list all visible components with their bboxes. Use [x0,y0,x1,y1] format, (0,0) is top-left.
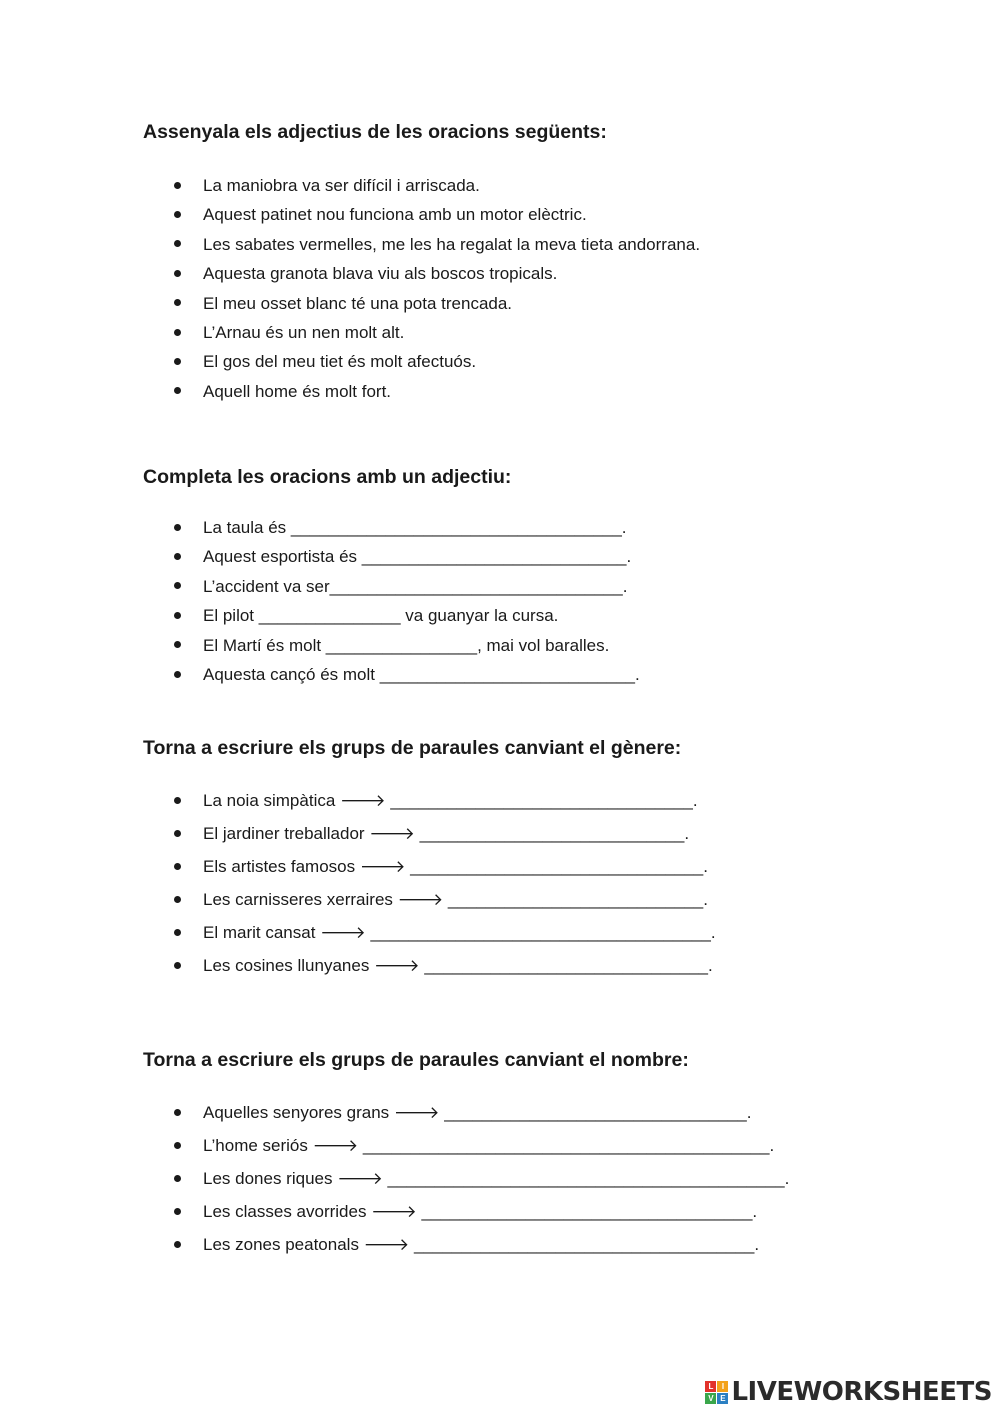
bullet-icon [174,240,181,247]
list-item [143,513,903,542]
list-item [143,883,903,916]
bullet-icon [174,797,181,804]
liveworksheets-logo [705,1377,992,1407]
item-text: L’home seriós 🡒 ___________________________________________. [203,1136,775,1155]
list-item [143,1129,903,1162]
bullet-icon [174,329,181,336]
item-text: Les cosines llunyanes 🡒 ______________________________. [203,956,713,975]
list-item [143,1228,903,1261]
item-text: El marit cansat 🡒 ____________________________________. [203,923,716,942]
bullet-icon [174,1175,181,1182]
logo-mark-icon [705,1381,728,1404]
bullet-icon [174,582,181,589]
item-text: L’Arnau és un nen molt alt. [203,322,405,342]
item-text: El gos del meu tiet és molt afectuós. [203,352,477,372]
section-title: Assenyala els adjectius de les oracions següents: [143,121,607,143]
logo-mark-letter: L [705,1381,716,1392]
item-text: Aquesta cançó és molt ___________________________. [203,664,640,684]
list-item [143,377,903,406]
section-title: Completa les oracions amb un adjectiu: [143,466,512,488]
item-text: El Martí és molt ________________, mai vol baralles. [203,635,610,655]
list-item [143,1162,903,1195]
bullet-icon [174,387,181,394]
bullet-icon [174,358,181,365]
logo-mark-letter: I [717,1381,728,1392]
bullet-icon [174,641,181,648]
logo-text: LIVEWORKSHEETS [731,1377,992,1407]
bullet-icon [174,299,181,306]
list-item [143,347,903,376]
bullet-icon [174,962,181,969]
bullet-icon [174,1241,181,1248]
section-title: Torna a escriure els grups de paraules canviant el gènere: [143,737,682,759]
item-text: Aquest patinet nou funciona amb un motor elèctric. [203,205,587,225]
list-item [143,259,903,288]
bullet-icon [174,1109,181,1116]
bullet-icon [174,896,181,903]
logo-mark-letter: V [705,1393,716,1404]
list-item [143,572,903,601]
list-item [143,850,903,883]
item-text: Les carnisseres xerraires 🡒 ___________________________. [203,890,708,909]
bullet-icon [174,524,181,531]
list-item [143,171,903,200]
item-text: Aquell home és molt fort. [203,381,392,401]
item-text: Les sabates vermelles, me les ha regalat la meva tieta andorrana. [203,234,701,254]
bullet-icon [174,1208,181,1215]
list-item [143,318,903,347]
section-change-gender [143,736,903,982]
item-text: La taula és ___________________________________. [203,518,627,537]
list-item [143,542,903,571]
bullet-icon [174,182,181,189]
list-item [143,601,903,630]
list-item [143,1096,903,1129]
bullet-icon [174,612,181,619]
list-item [143,660,903,689]
item-text: La maniobra va ser difícil i arriscada. [203,176,480,195]
phrase-list [143,1096,903,1261]
item-text: Aquest esportista és ____________________________. [203,547,632,567]
logo-mark-letter: E [717,1393,728,1404]
bullet-icon [174,671,181,678]
item-text: Les zones peatonals 🡒 ____________________________________. [203,1235,760,1254]
list-item [143,230,903,259]
item-text: Les classes avorrides 🡒 ___________________________________. [203,1202,758,1221]
list-item [143,631,903,660]
sentence-list [143,171,903,406]
bullet-icon [174,1142,181,1149]
item-text: Les dones riques 🡒 __________________________________________. [203,1169,790,1188]
list-item [143,289,903,318]
item-text: La noia simpàtica 🡒 ________________________________. [203,791,698,810]
bullet-icon [174,553,181,560]
bullet-icon [174,830,181,837]
list-item [143,1195,903,1228]
item-text: El pilot _______________ va guanyar la cursa. [203,606,559,626]
phrase-list [143,784,903,982]
list-item [143,200,903,229]
item-text: El jardiner treballador 🡒 ____________________________. [203,824,690,843]
item-text: El meu osset blanc té una pota trencada. [203,293,513,313]
item-text: L’accident va ser_______________________________. [203,576,628,596]
sentence-list [143,513,903,689]
bullet-icon [174,863,181,870]
list-item [143,949,903,982]
list-item [143,784,903,817]
section-complete-sentences [143,465,903,689]
section-title: Torna a escriure els grups de paraules canviant el nombre: [143,1049,689,1071]
item-text: Els artistes famosos 🡒 _______________________________. [203,857,708,876]
bullet-icon [174,211,181,218]
section-identify-adjectives [143,120,903,406]
list-item [143,817,903,850]
item-text: Aquesta granota blava viu als boscos tropicals. [203,264,558,284]
bullet-icon [174,270,181,277]
section-change-number [143,1048,903,1261]
bullet-icon [174,929,181,936]
item-text: Aquelles senyores grans 🡒 ________________________________. [203,1103,752,1122]
list-item [143,916,903,949]
